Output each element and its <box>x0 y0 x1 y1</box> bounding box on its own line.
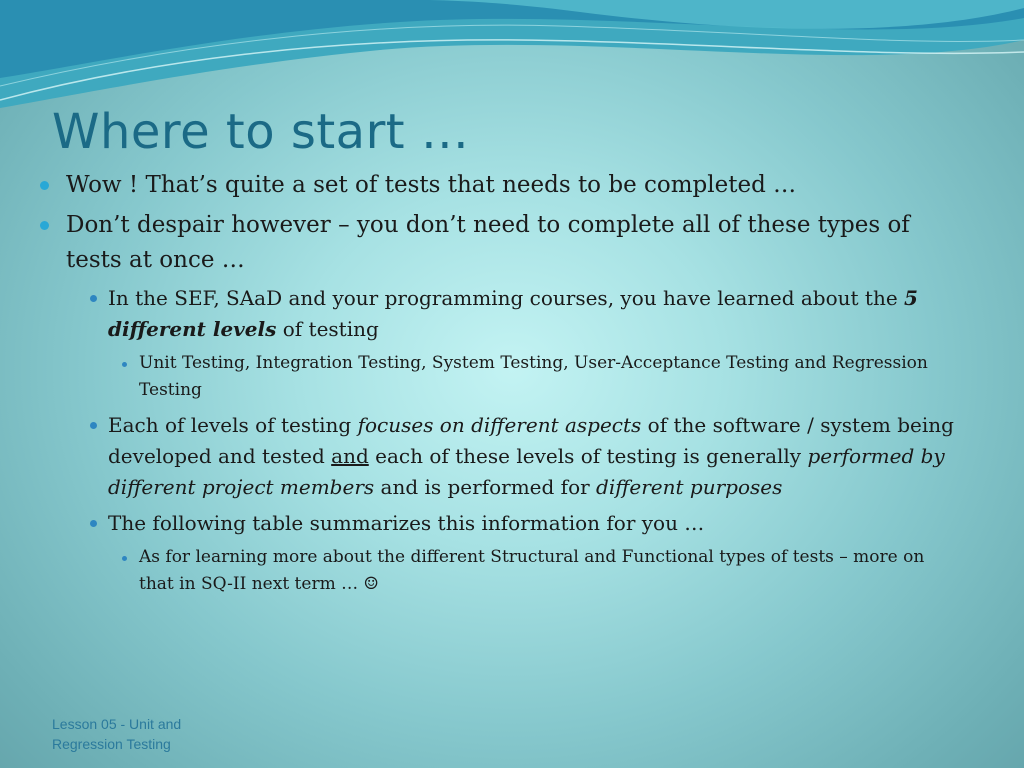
bullet-five-levels: In the SEF, SAaD and your programming courses, you have learned about the 5 different levels of testing <box>108 286 918 341</box>
bullet-dot <box>122 362 127 367</box>
slide-footer: Lesson 05 - Unit and Regression Testing <box>52 716 182 752</box>
bullet-dont-despair: Don’t despair however – you don’t need to complete all of these types of tests at once … <box>66 212 910 273</box>
header-wave-decoration <box>0 0 1024 120</box>
slide-title: Where to start … <box>52 104 470 160</box>
bullet-dot <box>40 181 49 190</box>
bullet-dot <box>90 295 97 302</box>
bullet-table-summary: The following table summarizes this information for you … <box>108 511 705 535</box>
bullet-dot <box>90 422 97 429</box>
bullet-dot <box>122 556 127 561</box>
bullet-dot <box>40 221 49 230</box>
bullet-each-level: Each of levels of testing focuses on different aspects of the software / system being developed and tested and each of these levels of testing is generally performed by different project members and is performed for different purposes <box>108 413 954 499</box>
bullet-wow: Wow ! That’s quite a set of tests that needs to be completed … <box>66 172 797 198</box>
bullet-testing-levels-list: Unit Testing, Integration Testing, System Testing, User-Acceptance Testing and Regression Testing <box>139 353 928 400</box>
bullet-dot <box>90 520 97 527</box>
bullet-sq-ii-note: As for learning more about the different Structural and Functional types of tests – more on that in SQ-II next term … ☺ <box>139 547 925 594</box>
